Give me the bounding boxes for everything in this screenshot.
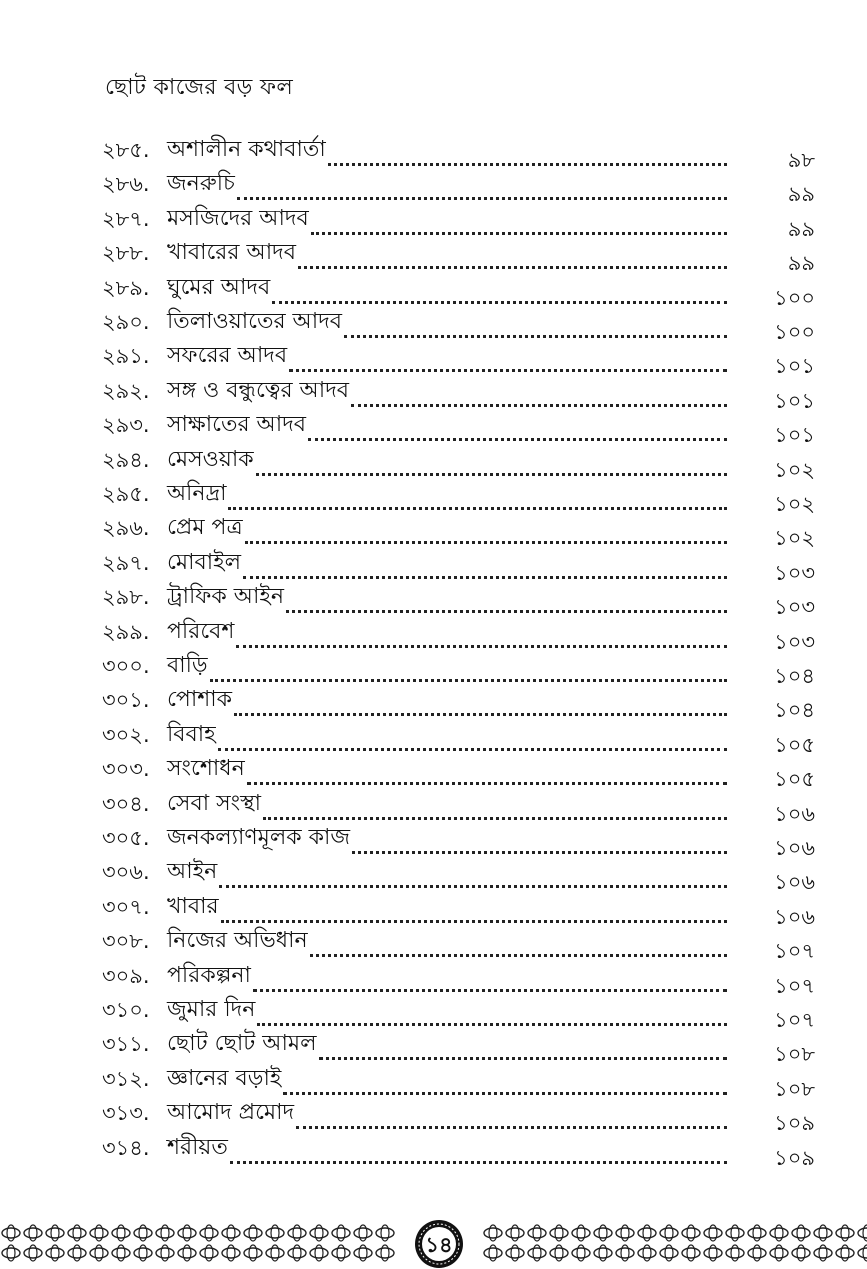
toc-entry-page: ১০১: [774, 388, 815, 413]
toc-entry-page: ১০০: [774, 320, 815, 344]
toc-entry-number: ৩১৪.: [102, 1135, 150, 1160]
toc-entry-number: ৩০৭.: [102, 894, 150, 919]
toc-entry-number: ২৯৫.: [102, 482, 150, 506]
page-number: ১৪: [425, 1233, 453, 1257]
toc-entry-title: পরিকল্পনা: [167, 962, 251, 988]
toc-entry-number: ২৯২.: [102, 378, 150, 403]
toc-dot-leader: [236, 645, 727, 648]
toc-entry-number: ২৯৬.: [102, 516, 150, 541]
toc-entry-page: ১০৪: [774, 664, 815, 688]
toc-entry-number: ২৯০.: [102, 310, 150, 334]
toc-entry-number: ২৮৭.: [102, 206, 150, 231]
toc-entry-title: আমোদ প্রমোদ: [167, 1100, 295, 1126]
toc-entry-title: অশালীন কথাবার্তা: [167, 137, 326, 162]
toc-entry-page: ১০৬: [774, 836, 815, 860]
toc-entry-title: প্রেম পত্র: [167, 515, 243, 541]
toc-dot-leader: [210, 679, 727, 682]
toc-dot-leader: [311, 232, 727, 235]
toc-entry-page: ১০৬: [774, 870, 815, 895]
toc-entry-number: ২৮৬.: [102, 172, 150, 197]
toc-entry-number: ২৯৯.: [102, 619, 150, 644]
toc-entry-title: শরীয়ত: [167, 1134, 228, 1160]
toc-entry-title: তিলাওয়াতের আদব: [167, 309, 343, 334]
toc-entry-number: ৩০৩.: [102, 757, 150, 782]
toc-entry-title: মসজিদের আদব: [167, 205, 309, 231]
toc-entry-number: ২৮৯.: [102, 275, 150, 300]
toc-entry-title: নিজের অভিধান: [167, 928, 308, 954]
toc-entry-number: ২৯৪.: [102, 447, 150, 472]
toc-entry-title: জনকল্যাণমূলক কাজ: [167, 825, 351, 850]
toc-dot-leader: [286, 610, 727, 613]
toc-entry-page: ১০৫: [774, 767, 815, 792]
toc-dot-leader: [247, 782, 727, 785]
toc-dot-leader: [219, 885, 727, 888]
toc-entry-number: ৩০১.: [102, 688, 150, 713]
toc-entry-title: সাক্ষাতের আদব: [167, 412, 307, 438]
toc-entry-page: ১০২: [774, 492, 815, 516]
toc-dot-leader: [328, 163, 727, 166]
toc-entry-page: ১০৩: [774, 560, 815, 585]
toc-entry-page: ১০৬: [774, 904, 815, 929]
toc-entry-number: ২৯৭.: [102, 550, 150, 575]
toc-entry-title: সফরের আদব: [167, 343, 288, 369]
toc-entry-page: ১০৭: [774, 973, 815, 998]
toc-entry-page: ১০০: [774, 285, 815, 310]
toc-dot-leader: [218, 748, 727, 751]
toc-dot-leader: [237, 197, 727, 200]
toc-dot-leader: [351, 404, 727, 407]
toc-dot-leader: [257, 1023, 727, 1026]
toc-entry-title: মেসওয়াক: [167, 446, 254, 472]
running-header: ছোট কাজের বড় ফল: [105, 75, 294, 100]
toc-entry-title: ট্রাফিক আইন: [167, 584, 284, 610]
toc-entry-page: ৯৯: [787, 216, 815, 241]
toc-dot-leader: [221, 920, 727, 923]
footer-border-pattern-left: [0, 1223, 395, 1263]
toc-entry-title: জ্ঞানের বড়াই: [167, 1065, 282, 1091]
toc-entry-title: ছোট ছোট আমল: [167, 1031, 317, 1057]
footer-ornament: [0, 1215, 867, 1269]
toc-entry-number: ৩০৯.: [102, 963, 150, 988]
toc-dot-leader: [289, 369, 727, 372]
toc-dot-leader: [352, 851, 727, 854]
toc-entry-page: ১০৫: [774, 732, 815, 757]
toc-entry-number: ৩০৮.: [102, 929, 150, 954]
toc-entry-page: ৯৯: [787, 182, 815, 207]
toc-entry-title: বাড়ি: [167, 653, 208, 678]
toc-entry-title: সঙ্গ ও বন্ধুত্বের আদব: [167, 377, 350, 403]
toc-entry-page: ১০৯: [774, 1111, 815, 1136]
toc-entry-number: ৩০৫.: [102, 826, 150, 850]
toc-entry-page: ১০৩: [774, 595, 815, 620]
toc-entry-page: ১০১: [774, 423, 815, 448]
toc-dot-leader: [319, 1057, 727, 1060]
toc-entry-number: ২৯৮.: [102, 585, 150, 610]
toc-entry-page: ১০৮: [774, 1076, 815, 1101]
toc-dot-leader: [256, 473, 727, 476]
toc-entry-page: ১০২: [774, 457, 815, 482]
toc-entry-page: ১০৯: [774, 1145, 815, 1170]
toc-entry-title: ঘুমের আদব: [167, 274, 271, 300]
toc-entry-title: সেবা সংস্থা: [167, 790, 262, 816]
toc-dot-leader: [245, 541, 727, 544]
toc-entry-number: ২৮৮.: [102, 241, 150, 266]
toc-dot-leader: [310, 954, 727, 957]
toc-entry-page: ৯৯: [787, 251, 815, 276]
footer-border-pattern-right: [482, 1223, 867, 1263]
toc-entry-page: ৯৮: [787, 148, 815, 172]
toc-entry-page: ১০৮: [774, 1042, 815, 1067]
toc-entry-page: ১০৭: [774, 1008, 815, 1032]
toc-dot-leader: [308, 438, 727, 441]
toc-entry-title: জুমার দিন: [167, 997, 256, 1022]
toc-entry-title: সংশোধন: [167, 756, 245, 782]
toc-entry: [0, 1134, 867, 1174]
toc-dot-leader: [344, 335, 727, 338]
toc-entry-page: ১০১: [774, 354, 815, 379]
toc-entry-title: খাবারের আদব: [167, 240, 296, 266]
toc-entry-number: ৩১৩.: [102, 1101, 150, 1126]
toc-dot-leader: [298, 266, 727, 269]
toc-entry-page: ১০৭: [774, 939, 815, 964]
toc-entry-number: ৩০০.: [102, 654, 150, 678]
toc-entry-page: ১০৬: [774, 801, 815, 826]
toc-entry-title: পোশাক: [167, 687, 233, 713]
toc-entry-number: ২৯৩.: [102, 413, 150, 438]
toc-entry-number: ২৯১.: [102, 344, 150, 369]
toc-dot-leader: [263, 817, 727, 820]
toc-entry-title: আইন: [167, 859, 218, 885]
toc-entry-title: বিবাহ: [167, 721, 216, 747]
toc-entry-title: মোবাইল: [167, 549, 241, 575]
toc-entry-title: খাবার: [167, 893, 219, 919]
toc-dot-leader: [230, 1161, 727, 1164]
toc-entry-title: অনিদ্রা: [167, 481, 227, 506]
toc-entry-number: ৩১০.: [102, 998, 150, 1022]
toc-entry-number: ২৮৫.: [102, 138, 150, 162]
toc-entry-number: ৩১২.: [102, 1066, 150, 1091]
toc-entry-number: ৩০২.: [102, 722, 150, 747]
toc-dot-leader: [253, 989, 727, 992]
toc-dot-leader: [283, 1092, 727, 1095]
toc-dot-leader: [234, 713, 727, 716]
toc-entry-title: জনরুচি: [167, 171, 235, 197]
toc-dot-leader: [296, 1126, 727, 1129]
toc-entry-number: ৩০৪.: [102, 791, 150, 816]
toc-dot-leader: [272, 301, 727, 304]
toc-dot-leader: [243, 576, 727, 579]
toc-entry-number: ৩১১.: [102, 1032, 150, 1057]
toc-entry-page: ১০৪: [774, 698, 815, 723]
toc-entry-page: ১০৩: [774, 629, 815, 654]
toc-entry-page: ১০২: [774, 526, 815, 551]
toc-entry-title: পরিবেশ: [167, 618, 235, 644]
toc-entry-number: ৩০৬.: [102, 860, 150, 885]
toc-dot-leader: [228, 507, 727, 510]
